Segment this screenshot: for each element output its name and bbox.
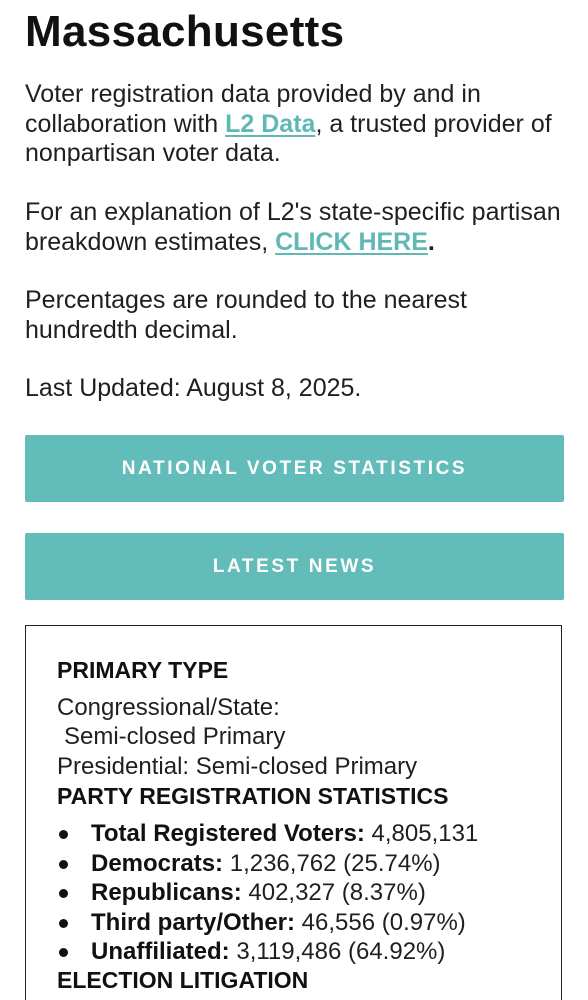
primary-type-line: Semi-closed Primary	[64, 723, 286, 750]
intro-rounding-note: Percentages are rounded to the nearest hundredth decimal.	[25, 286, 467, 344]
intro-text: .	[427, 227, 435, 256]
intro-text: , a trusted provider of nonpartisan voter data.	[25, 109, 552, 167]
stat-label: Third party/Other:	[91, 908, 296, 936]
election-litigation-heading: ELECTION LITIGATION	[57, 967, 309, 993]
latest-news-button[interactable]: LATEST NEWS	[25, 533, 564, 600]
l2-data-link[interactable]: L2 Data	[225, 109, 316, 138]
page-title: Massachusetts	[25, 7, 345, 56]
intro-data-source	[25, 80, 565, 169]
bullet-icon	[59, 830, 68, 839]
intro-text: Voter registration data provided by and in collaboration with	[25, 80, 481, 138]
primary-type-line: Presidential: Semi-closed Primary	[57, 753, 418, 780]
stat-value: 1,236,762 (25.74%)	[223, 849, 441, 877]
list-item	[57, 849, 557, 879]
stat-label: Total Registered Voters:	[91, 820, 365, 847]
primary-type-heading: PRIMARY TYPE	[57, 657, 229, 683]
state-info-box	[25, 625, 562, 1000]
national-voter-statistics-button[interactable]: NATIONAL VOTER STATISTICS	[25, 435, 564, 502]
list-item	[57, 908, 557, 938]
click-here-link[interactable]: CLICK HERE	[275, 227, 428, 256]
stat-label: Democrats:	[91, 849, 224, 877]
stat-label: Unaffiliated:	[91, 938, 230, 965]
primary-type-line: Congressional/State:	[57, 694, 280, 721]
list-item	[57, 819, 557, 849]
last-updated: Last Updated: August 8, 2025.	[25, 374, 362, 402]
party-registration-list	[57, 819, 557, 967]
stat-value: 46,556 (0.97%)	[295, 908, 466, 936]
intro-partisan-estimates	[25, 198, 565, 257]
party-registration-heading: PARTY REGISTRATION STATISTICS	[57, 783, 449, 809]
bullet-icon	[59, 948, 68, 957]
stat-value: 4,805,131	[364, 820, 479, 847]
stat-label: Republicans:	[91, 879, 242, 906]
intro-text: For an explanation of L2's state-specific partisan breakdown estimates,	[25, 198, 561, 256]
bullet-icon	[59, 919, 68, 928]
stat-value: 3,119,486 (64.92%)	[229, 938, 446, 965]
list-item	[57, 937, 557, 967]
stat-value: 402,327 (8.37%)	[241, 879, 426, 906]
list-item	[57, 878, 557, 908]
bullet-icon	[59, 860, 68, 869]
bullet-icon	[59, 889, 68, 898]
